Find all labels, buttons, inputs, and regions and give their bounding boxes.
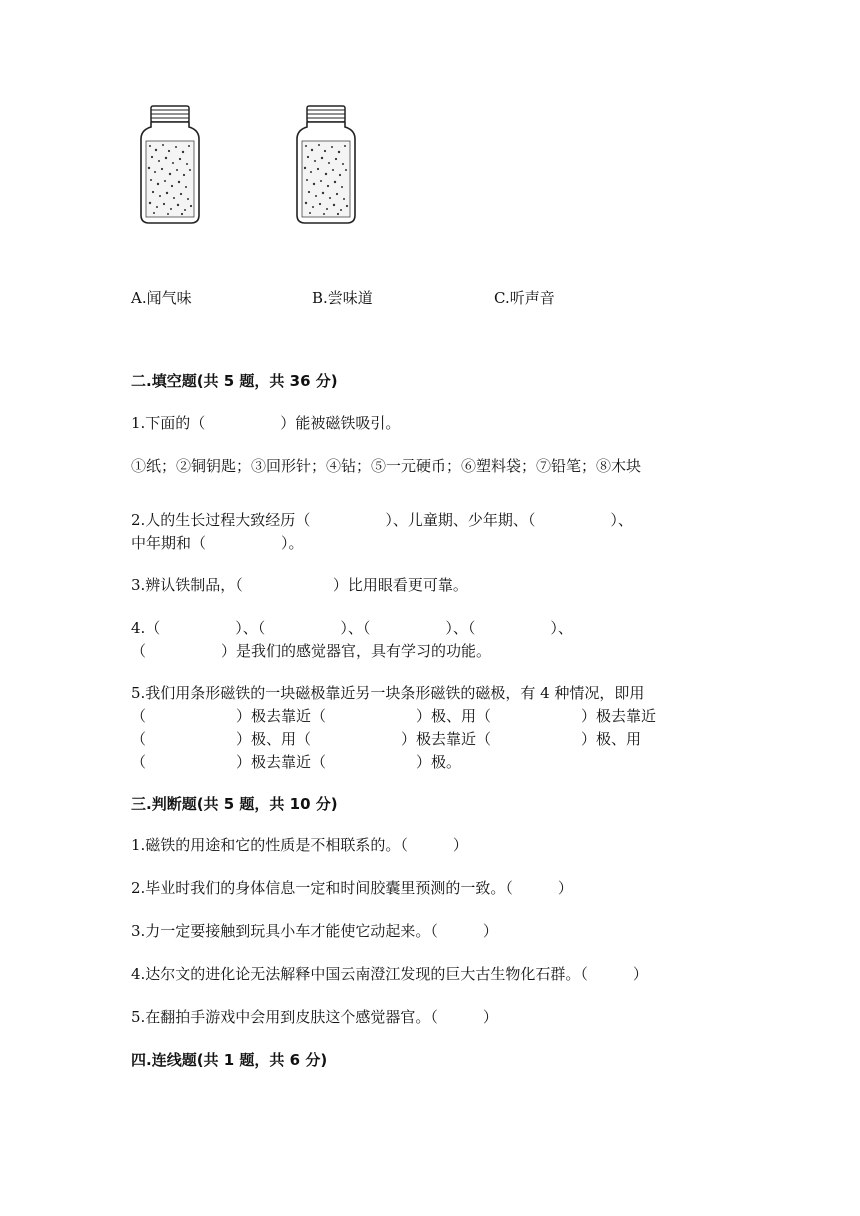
fill-question-1-items: ①纸；②铜钥匙；③回形针；④钻；⑤一元硬币；⑥塑料袋；⑦铅笔；⑧木块 (131, 457, 642, 475)
fill-question-1: 1.下面的（ ）能被磁铁吸引。 (131, 414, 401, 432)
fill-question-5-line-2: （ ）极去靠近（ ）极、用（ ）极去靠近 (131, 707, 657, 725)
judge-question-4: 4.达尔文的进化论无法解释中国云南澄江发现的巨大古生物化石群。（ ） (131, 965, 648, 983)
judge-question-1: 1.磁铁的用途和它的性质是不相联系的。（ ） (131, 836, 468, 854)
judge-question-3: 3.力一定要接触到玩具小车才能使它动起来。（ ） (131, 922, 498, 940)
fill-question-5-line-3: （ ）极、用（ ）极去靠近（ ）极、用 (131, 730, 642, 748)
judge-question-5: 5.在翻拍手游戏中会用到皮肤这个感觉器官。（ ） (131, 1008, 498, 1026)
fill-question-4-line-1: 4.（ ）、（ ）、（ ）、（ ）、 (131, 619, 573, 637)
fill-question-5-line-4: （ ）极去靠近（ ）极。 (131, 753, 462, 771)
fill-question-3: 3.辨认铁制品，（ ）比用眼看更可靠。 (131, 576, 468, 594)
jar-image-left (138, 103, 202, 227)
section-heading-fill: 二.填空题(共 5 题，共 36 分) (131, 372, 338, 390)
section-heading-match: 四.连线题(共 1 题，共 6 分) (131, 1051, 328, 1069)
fill-question-4-line-2: （ ）是我们的感觉器官，具有学习的功能。 (131, 642, 492, 660)
fill-question-2-line-2: 中年期和（ ）。 (131, 534, 304, 552)
section-heading-judge: 三.判断题(共 5 题，共 10 分) (131, 795, 338, 813)
option-c: C.听声音 (494, 289, 555, 307)
fill-question-2-line-1: 2.人的生长过程大致经历（ ）、儿童期、少年期、（ ）、 (131, 511, 633, 529)
option-b: B.尝味道 (312, 289, 373, 307)
option-a: A.闻气味 (131, 289, 192, 307)
judge-question-2: 2.毕业时我们的身体信息一定和时间胶囊里预测的一致。（ ） (131, 879, 573, 897)
fill-question-5-line-1: 5.我们用条形磁铁的一块磁极靠近另一块条形磁铁的磁极，有 4 种情况，即用 (131, 684, 645, 702)
jar-image-right (294, 103, 358, 227)
